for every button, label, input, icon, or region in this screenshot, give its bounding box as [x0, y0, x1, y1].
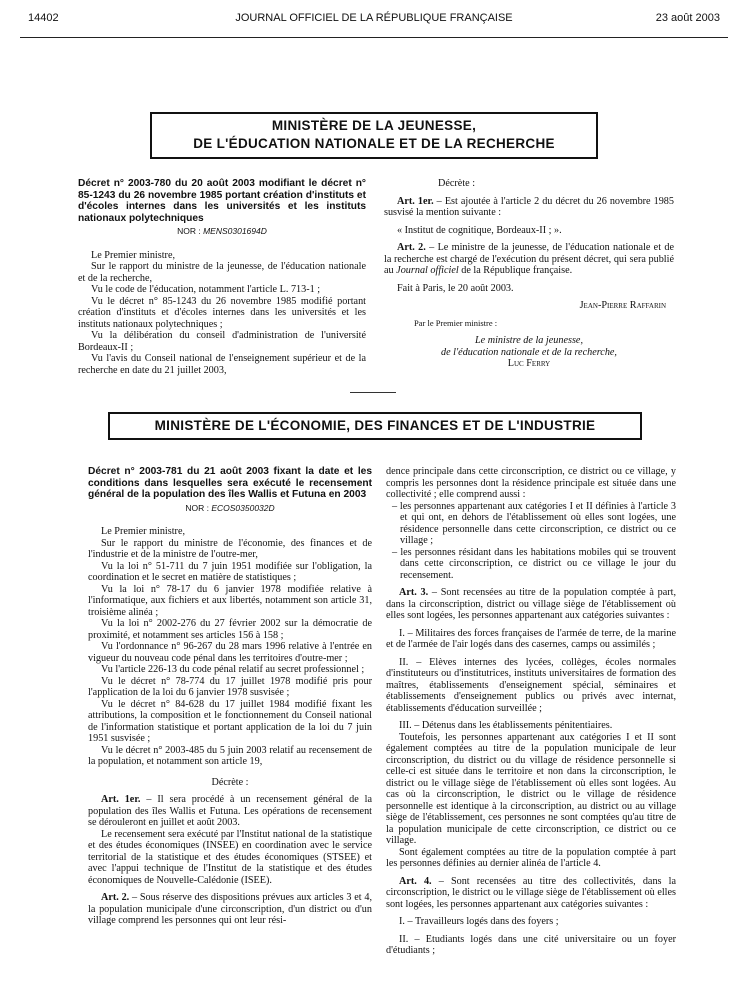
decree1-title: Décret n° 2003-780 du 20 août 2003 modifiant le décret n° 85-1243 du 26 novembre 1985 portant création d'instituts et d'écoles internes dans les universités et les instituts nationaux polytechniques: [78, 178, 366, 224]
decree2-category: I. – Militaires des forces françaises de l'armée de terre, de la marine et de l'armée de l'air logés dans des casernes, camps ou assimilés ;: [386, 627, 676, 650]
decree2-art1: Art. 1er. – Il sera procédé à un recensement général de la population des îles Wallis et Futuna. Les opérations de recensement se dérouleront en juillet et août 2003.: [88, 794, 372, 828]
decree2-sont-egalement: Sont également comptées au titre de la population comptée à part les personnes définies au dernier alinéa de l'article 4.: [386, 846, 676, 869]
decree1-signatory: Jean-Pierre Raffarin: [579, 300, 666, 311]
decree2-para: Vu la loi n° 51-711 du 7 juin 1951 modifiée sur l'obligation, la coordination et le secret en matière de statistiques ;: [88, 560, 372, 583]
decree1-art1-quote: « Institut de cognitique, Bordeaux-II ; ».: [397, 224, 562, 236]
decree1-nor-code: MENS0301694D: [203, 226, 267, 236]
decree1-par-le: Par le Premier ministre :: [414, 317, 498, 328]
decree1-para: Vu le code de l'éducation, notamment l'article L. 713-1 ;: [91, 284, 321, 295]
decree1-minister-name: Luc Ferry: [507, 358, 551, 369]
decree2-art2: Art. 2. – Sous réserve des dispositions prévues aux articles 3 et 4, la population municipale d'une circonscription, d'un district ou d'un village comprend les personnes qui ont leur rési-: [88, 892, 372, 926]
decree2-category: III. – Détenus dans les établissements pénitentiaires.: [399, 720, 613, 731]
decree1-art2: Art. 2. – Le ministre de la jeunesse, de l'éducation nationale et de la recherche est chargé de l'exécution du présent décret, qui sera publié au Journal officiel de la République française.: [384, 242, 674, 276]
ministry-line-2: DE L'ÉDUCATION NATIONALE ET DE LA RECHERCHE: [193, 136, 555, 151]
decree2-para: Vu la loi n° 2002-276 du 27 février 2002 sur la démocratie de proximité, et notamment ses articles 156 à 158 ;: [88, 618, 372, 641]
issue-date: 23 août 2003: [655, 12, 720, 24]
decree2-para: Sur le rapport du ministre de l'économie, des finances et de l'industrie et de la ministre de l'outre-mer,: [88, 537, 372, 560]
decree2-category: II. – Elèves internes des lycées, collèges, écoles normales d'instituteurs ou d'institutrices, instituts universitaires de formation des maîtres, établissements d'enseignement spécial, séminaires et établissements d'enseignement publics ou privés avec internat, établissements d'éducation surveillée ;: [386, 656, 676, 714]
decree1-nor: NOR : MENS0301694D: [177, 226, 267, 236]
decree1-right-column: [384, 178, 674, 370]
decree2-para: Le Premier ministre,: [101, 526, 186, 537]
decree2-art4: Art. 4. – Sont recensées au titre des collectivités, dans la circonscription, le district ou le village siège de l'établissement où elles sont logées, les personnes appartenant aux catégories suivantes :: [386, 875, 676, 910]
decree2-title: Décret n° 2003-781 du 21 août 2003 fixant la date et les conditions dans lesquelles sera exécuté le recensement général de la population des îles Wallis et Futuna en 2003: [88, 466, 372, 500]
decree2-dash-item: – les personnes appartenant aux catégories I et II définies à l'article 3 et qui ont, en dehors de l'établissement où elles sont logées, une résidence personnelle dans cette circonscription, ce district ou ce village ;: [392, 500, 676, 546]
page-number: 14402: [28, 12, 59, 24]
ministry-line-1: MINISTÈRE DE LA JEUNESSE,: [271, 118, 477, 133]
decree2-para: Vu l'article 226-13 du code pénal relatif au secret professionnel ;: [101, 664, 365, 675]
ministry-heading-education: [150, 112, 598, 159]
decree2-nor: NOR : ECOS0350032D: [185, 502, 275, 513]
decree1-fait: Fait à Paris, le 20 août 2003.: [397, 282, 514, 294]
decree1-para: Sur le rapport du ministre de la jeunesse, de l'éducation nationale et de la recherche,: [78, 261, 366, 284]
decree1-left-column: [78, 178, 366, 376]
decree2-continuation: dence principale dans cette circonscription, ce district ou ce village, y compris les personnes dont la résidence principale est située dans une collectivité ; elle comprend aussi :: [386, 466, 676, 500]
decree2-art1-p2: Le recensement sera exécuté par l'Institut national de la statistique et des études économiques (INSEE) en coordination avec le service territorial de la statistique et des études économiques (STSEE) et avec l'appui technique de l'Institut de la statistique et des études économiques de Nouvelle-Calédonie (ISEE).: [88, 828, 372, 886]
decree2-para: Vu le décret n° 2003-485 du 5 juin 2003 relatif au recensement de la population, et notamment son article 19,: [88, 744, 372, 767]
decree2-para: Vu la loi n° 78-17 du 6 janvier 1978 modifiée relative à l'informatique, aux fichiers et aux libertés, notamment son article 31, troisième alinéa ;: [88, 583, 372, 618]
decree2-toutefois: Toutefois, les personnes appartenant aux catégories I et II sont également comptées au titre de la population municipale de leur circonscription, du district ou du village de résidence personnelle si celle-ci est située dans le territoire et non dans la circonscription, le district ou le village siège de l'établissement où elles sont logées. Au cas où la circonscription, le district ou le village de résidence personnelle est identique à la circonscription, au district ou au village siège de l'établissement, ces personnes ne sont comptées qu'au titre de la population municipale de cette circonscription, ce district ou ce village.: [386, 731, 676, 846]
decree2-para: Vu l'ordonnance n° 96-267 du 28 mars 1996 relative à l'entrée en vigueur du nouveau code pénal dans les territoires d'outre-mer ;: [88, 641, 372, 664]
decree1-art1: Art. 1er. – Est ajoutée à l'article 2 du décret du 26 novembre 1985 susvisé la mention suivante :: [384, 195, 674, 218]
decree2-category: II. – Etudiants logés dans une cité universitaire ou un foyer d'étudiants ;: [386, 933, 676, 956]
decree2-left-column: [88, 466, 372, 927]
ministry-line-1: MINISTÈRE DE L'ÉCONOMIE, DES FINANCES ET DE L'INDUSTRIE: [154, 418, 596, 433]
ministry-heading-economy: [108, 412, 642, 440]
decree1-minister-title-1: Le ministre de la jeunesse,: [475, 335, 583, 346]
decree2-dash-item: – les personnes résidant dans les habitations mobiles qui se trouvent dans cette circonscription, ce district ou ce village le jour du recensement.: [392, 546, 676, 581]
decree2-category: I. – Travailleurs logés dans des foyers ;: [399, 916, 559, 927]
header-rule: [20, 37, 728, 38]
decree1-para: Vu l'avis du Conseil national de l'enseignement supérieur et de la recherche en date du 21 juillet 2003,: [78, 353, 366, 376]
journal-title: JOURNAL OFFICIEL DE LA RÉPUBLIQUE FRANÇAISE: [235, 12, 513, 24]
page-header: [28, 12, 720, 34]
decree2-para: Vu le décret n° 78-774 du 17 juillet 1978 modifié pris pour l'application de la loi du 6 janvier 1978 susvisée ;: [88, 675, 372, 698]
decree1-minister-title-2: de l'éducation nationale et de la recherche,: [441, 346, 617, 358]
decree1-para: Vu le décret n° 85-1243 du 26 novembre 1985 modifié portant création d'instituts et d'écoles internes dans les universités et les instituts nationaux polytechniques ;: [78, 295, 366, 330]
decree1-para: Vu la délibération du conseil d'administration de l'université Bordeaux-II ;: [78, 330, 366, 353]
decree2-para: Vu le décret n° 84-628 du 17 juillet 1984 modifié fixant les attributions, la composition et le fonctionnement du Conseil national de l'information statistique et portant application de la loi du 7 juin 1951 susvisée ;: [88, 698, 372, 744]
decree2-decrete: Décrète :: [211, 776, 249, 788]
decree2-right-column: [386, 466, 676, 957]
decree2-nor-code: ECOS0350032D: [211, 502, 275, 513]
decree1-decrete: Décrète :: [438, 178, 476, 189]
decree1-para: Le Premier ministre,: [91, 249, 176, 261]
decree2-art3: Art. 3. – Sont recensées au titre de la population comptée à part, dans la circonscription, district ou village siège de l'établissement où elles sont logées, les personnes appartenant aux catégories suivantes :: [386, 587, 677, 621]
section-separator: [350, 392, 396, 393]
